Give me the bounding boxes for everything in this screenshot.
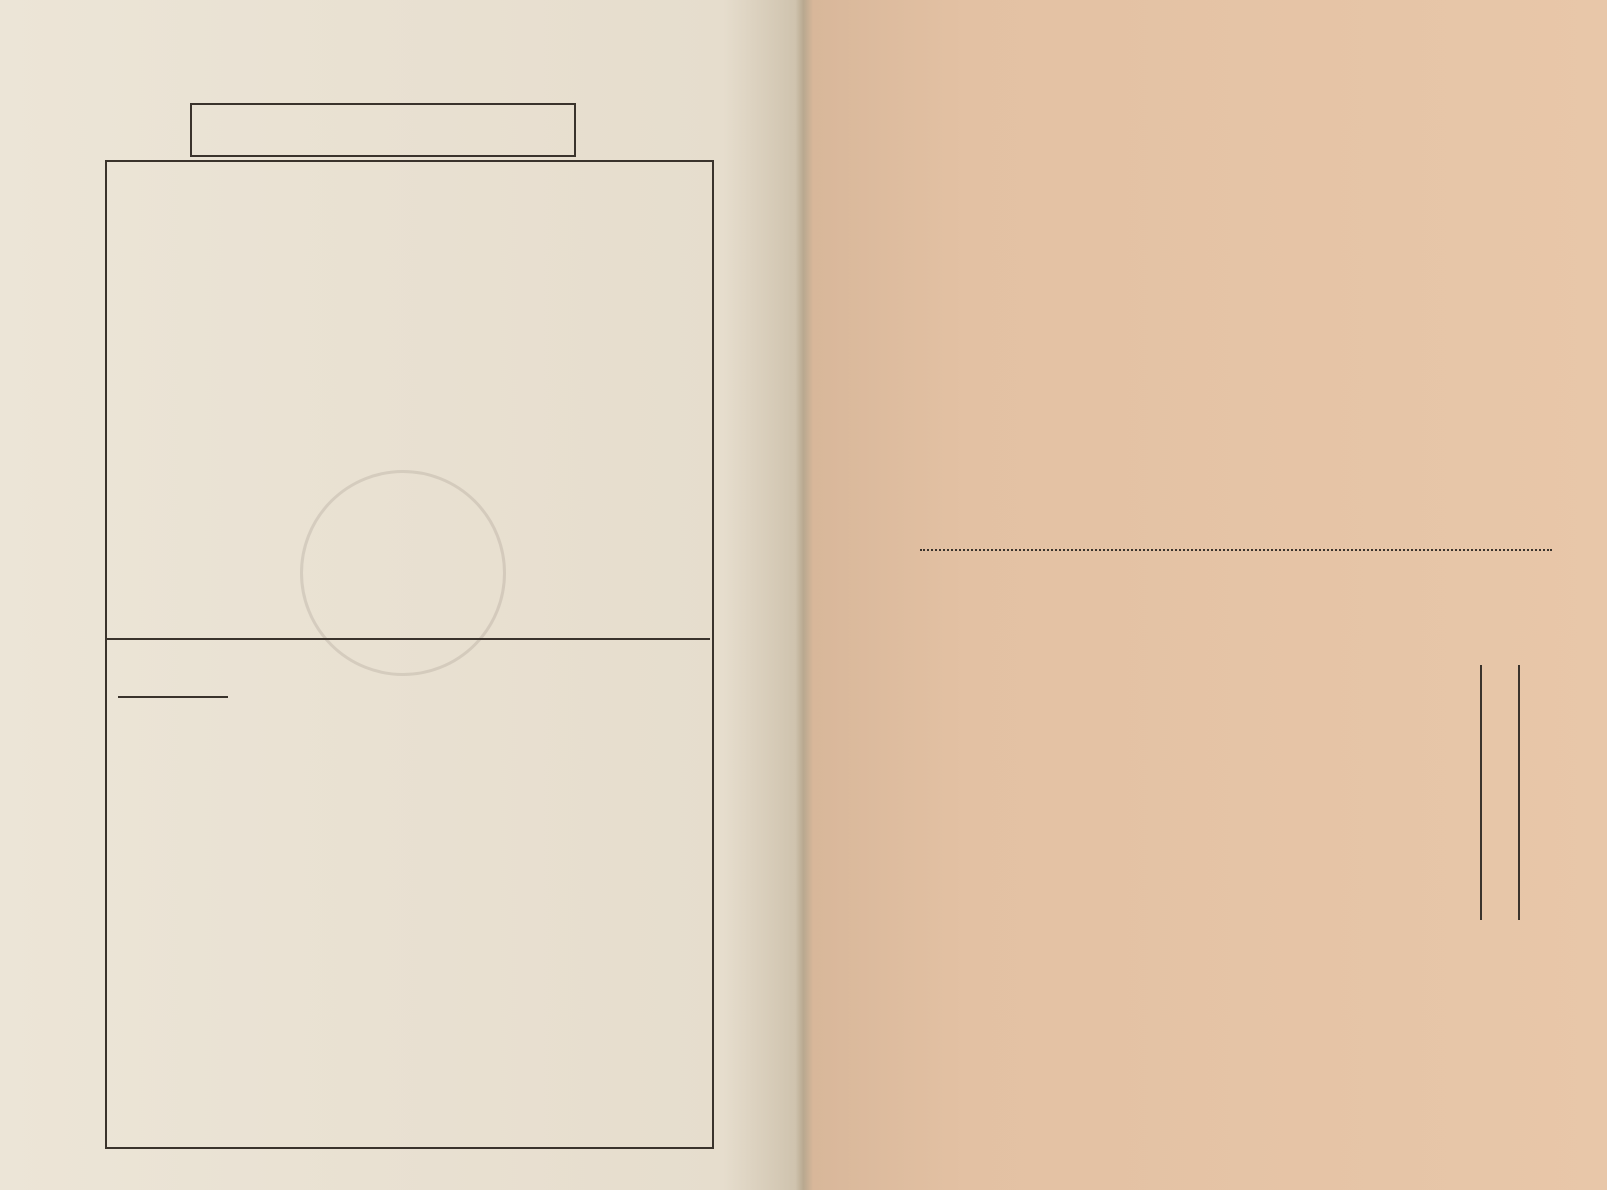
catalog-divider (105, 638, 710, 640)
left-page (0, 0, 790, 1190)
right-page (800, 0, 1607, 1190)
discount-title (118, 690, 228, 698)
catalog-header (190, 103, 576, 157)
section-separator (920, 549, 1552, 551)
catalog-frame (105, 160, 714, 1149)
column-label-box (1480, 665, 1520, 920)
